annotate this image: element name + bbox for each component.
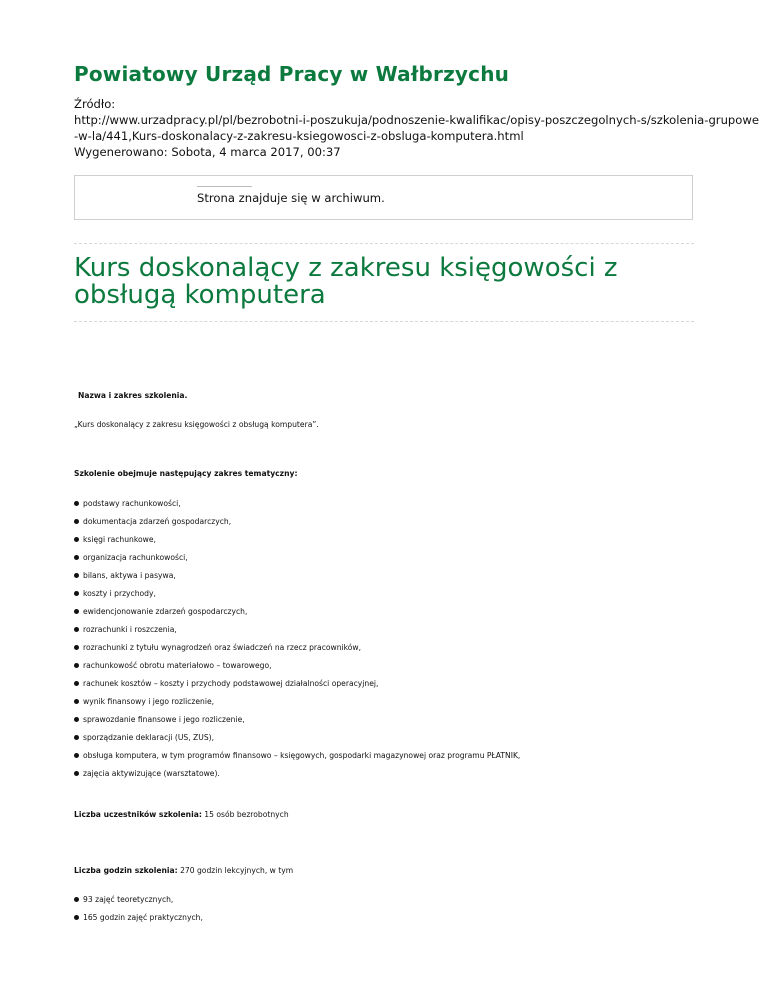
- topic-item-text: dokumentacja zdarzeń gospodarczych,: [83, 517, 232, 526]
- bullet-icon: [74, 501, 79, 506]
- page-title: [74, 255, 684, 309]
- generated-timestamp: Wygenerowano: Sobota, 4 marca 2017, 00:37: [74, 145, 341, 159]
- page-title-line1: Kurs doskonalący z zakresu księgowości z: [74, 253, 618, 283]
- hours-item-text: 165 godzin zajęć praktycznych,: [83, 913, 203, 922]
- topic-item-text: obsługa komputera, w tym programów finansowo – księgowych, gospodarki magazynowej oraz programu PŁATNIK,: [83, 751, 521, 760]
- topic-item: [74, 734, 520, 752]
- bullet-icon: [74, 681, 79, 686]
- topic-item: [74, 572, 520, 590]
- topic-item: [74, 554, 520, 572]
- topic-item: [74, 698, 520, 716]
- page-title-line2: obsługą komputera: [74, 280, 326, 310]
- participants-value: 15 osób bezrobotnych: [201, 810, 289, 819]
- topic-item-text: zajęcia aktywizujące (warsztatowe).: [83, 769, 220, 778]
- topic-item: [74, 590, 520, 608]
- participants-line: [74, 810, 289, 819]
- hours-item: [74, 914, 203, 932]
- hours-label: Liczba godzin szkolenia:: [74, 866, 178, 875]
- bullet-icon: [74, 771, 79, 776]
- topic-item: [74, 680, 520, 698]
- bullet-icon: [74, 915, 79, 920]
- bullet-icon: [74, 537, 79, 542]
- topic-item-text: rachunek kosztów – koszty i przychody podstawowej działalności operacyjnej,: [83, 679, 379, 688]
- topics-heading: Szkolenie obejmuje następujący zakres tematyczny:: [74, 469, 298, 478]
- name-heading: Nazwa i zakres szkolenia.: [78, 391, 188, 400]
- topic-item: [74, 770, 520, 788]
- hours-line: [74, 866, 293, 875]
- topic-item-text: ewidencjonowanie zdarzeń gospodarczych,: [83, 607, 248, 616]
- topic-item-text: sprawozdanie finansowe i jego rozliczenie,: [83, 715, 245, 724]
- hours-item: [74, 896, 203, 914]
- bullet-icon: [74, 645, 79, 650]
- divider-bottom: [74, 321, 694, 322]
- topic-item: [74, 518, 520, 536]
- topic-item-text: rachunkowość obrotu materiałowo – towarowego,: [83, 661, 272, 670]
- source-url-line2: -w-la/441,Kurs-doskonalacy-z-zakresu-ksiegowosci-z-obsluga-komputera.html: [74, 129, 524, 143]
- topic-item: [74, 752, 520, 770]
- hours-item-text: 93 zajęć teoretycznych,: [83, 895, 174, 904]
- topic-item-text: księgi rachunkowe,: [83, 535, 156, 544]
- topic-item: [74, 500, 520, 518]
- name-value: „Kurs doskonalący z zakresu księgowości z obsługą komputera”.: [74, 420, 319, 429]
- topic-item: [74, 536, 520, 554]
- topic-item: [74, 644, 520, 662]
- topic-item-text: rozrachunki z tytułu wynagrodzeń oraz świadczeń na rzecz pracowników,: [83, 643, 362, 652]
- bullet-icon: [74, 555, 79, 560]
- site-title: Powiatowy Urząd Pracy w Wałbrzychu: [74, 62, 510, 86]
- archive-notice-box: [74, 175, 693, 220]
- topic-item-text: koszty i przychody,: [83, 589, 156, 598]
- bullet-icon: [74, 519, 79, 524]
- bullet-icon: [74, 699, 79, 704]
- bullet-icon: [74, 717, 79, 722]
- bullet-icon: [74, 753, 79, 758]
- divider-top: [74, 243, 694, 244]
- bullet-icon: [74, 573, 79, 578]
- topic-item-text: organizacja rachunkowości,: [83, 553, 188, 562]
- hours-breakdown-list: [74, 896, 203, 932]
- topic-item: [74, 662, 520, 680]
- topic-item: [74, 626, 520, 644]
- bullet-icon: [74, 627, 79, 632]
- topic-item-text: sporządzanie deklaracji (US, ZUS),: [83, 733, 215, 742]
- topic-item-text: wynik finansowy i jego rozliczenie,: [83, 697, 215, 706]
- source-meta: [74, 96, 759, 160]
- topic-item: [74, 608, 520, 626]
- bullet-icon: [74, 591, 79, 596]
- archive-divider: [197, 186, 252, 187]
- bullet-icon: [74, 663, 79, 668]
- topic-item: [74, 716, 520, 734]
- topics-list: [74, 500, 520, 788]
- bullet-icon: [74, 897, 79, 902]
- topic-item-text: podstawy rachunkowości,: [83, 499, 181, 508]
- topic-item-text: bilans, aktywa i pasywa,: [83, 571, 176, 580]
- source-label: Źródło:: [74, 97, 116, 111]
- topic-item-text: rozrachunki i roszczenia,: [83, 625, 177, 634]
- source-url-line1: http://www.urzadpracy.pl/pl/bezrobotni-i-poszukuja/podnoszenie-kwalifikac/opisy-poszczegolnych-s/szkolenia-grupowe: [74, 113, 759, 127]
- bullet-icon: [74, 735, 79, 740]
- bullet-icon: [74, 609, 79, 614]
- archive-notice: Strona znajduje się w archiwum.: [197, 191, 385, 205]
- hours-value: 270 godzin lekcyjnych, w tym: [177, 866, 294, 875]
- participants-label: Liczba uczestników szkolenia:: [74, 810, 202, 819]
